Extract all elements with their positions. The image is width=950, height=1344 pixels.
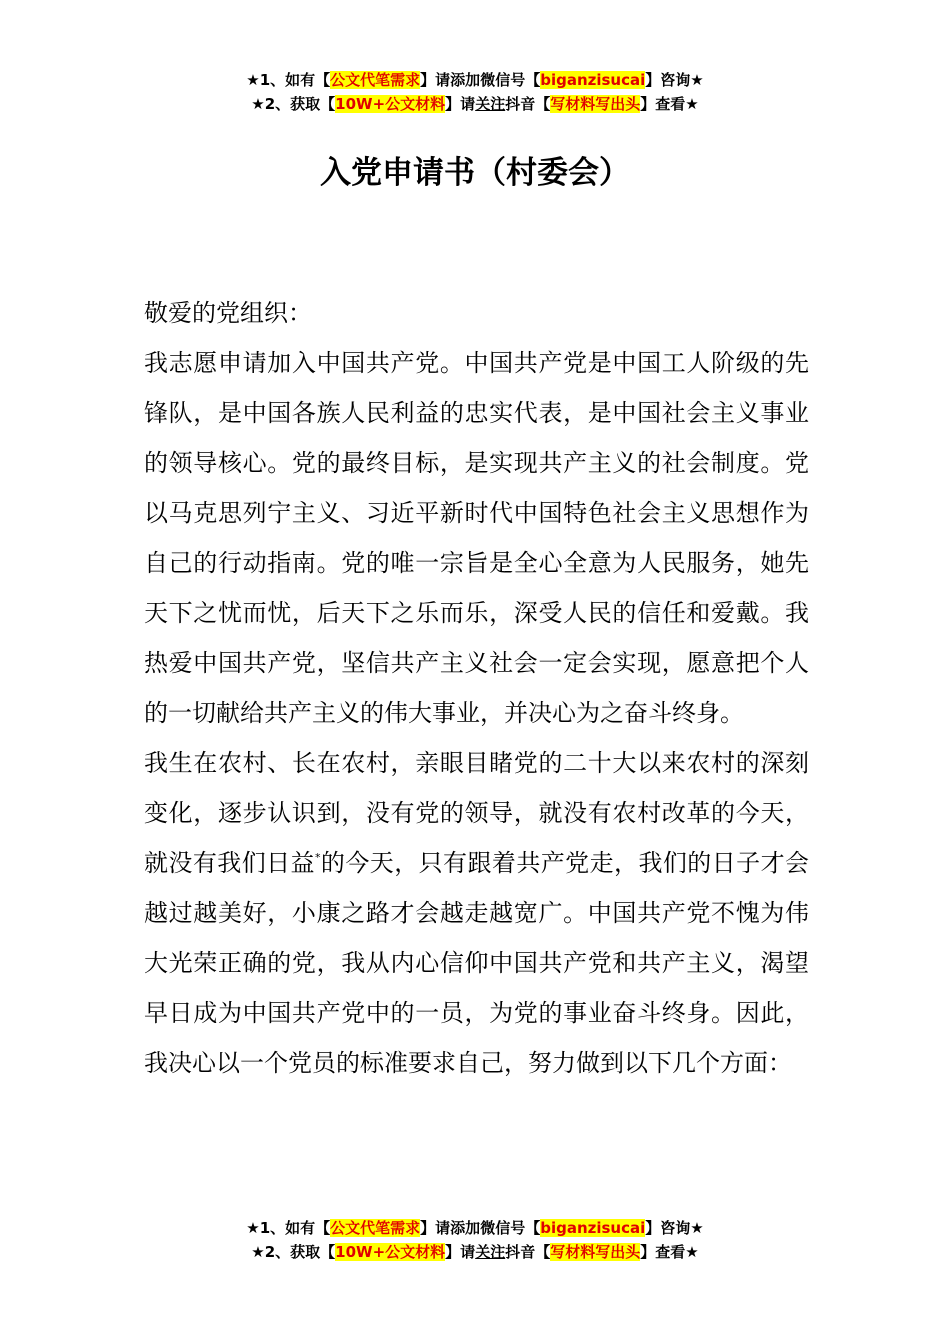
banner-line-2: ★2、获取【10W+公文材料】请关注抖音【写材料写出头】查看★: [251, 1243, 699, 1261]
footer-banner: [0, 1216, 950, 1264]
highlight-douyin-account: 写材料写出头: [550, 1243, 641, 1261]
banner-line-1: ★1、如有【公文代笔需求】请添加微信号【biganzisucai】咨询★: [246, 1219, 704, 1237]
star-icon: ★: [690, 71, 704, 89]
highlight-service: 公文代笔需求: [330, 71, 421, 89]
banner-line-1: ★1、如有【公文代笔需求】请添加微信号【biganzisucai】咨询★: [246, 71, 704, 89]
highlight-wechat-id: biganzisucai: [540, 1219, 646, 1237]
highlight-wechat-id: biganzisucai: [540, 71, 646, 89]
star-icon: ★: [251, 1243, 265, 1261]
document-body: [144, 288, 809, 1088]
highlight-materials: 10W+公文材料: [335, 1243, 446, 1261]
header-banner: [0, 68, 950, 116]
banner-line-2: ★2、获取【10W+公文材料】请关注抖音【写材料写出头】查看★: [251, 95, 699, 113]
salutation: 敬爱的党组织：: [144, 299, 312, 327]
highlight-service: 公文代笔需求: [330, 1219, 421, 1237]
star-icon: ★: [685, 1243, 699, 1261]
paragraph-1: 我志愿申请加入中国共产党。中国共产党是中国工人阶级的先锋队，是中国各族人民利益的忠实代表，是中国社会主义事业的领导核心。党的最终目标，是实现共产主义的社会制度。党以马克思列宁主义、习近平新时代中国特色社会主义思想作为自己的行动指南。党的唯一宗旨是全心全意为人民服务，她先天下之忧而忧，后天下之乐而乐，深受人民的信任和爱戴。我热爱中国共产党，坚信共产主义社会一定会实现，愿意把个人的一切献给共产主义的伟大事业，并决心为之奋斗终身。: [144, 349, 809, 727]
page-title: 入党申请书（村委会）: [320, 155, 630, 191]
highlight-materials: 10W+公文材料: [335, 95, 446, 113]
paragraph-2: 我生在农村、长在农村，亲眼目睹党的二十大以来农村的深刻变化，逐步认识到，没有党的领导，就没有农村改革的今天，就没有我们日益*的今天，只有跟着共产党走，我们的日子才会越过越美好，小康之路才会越走越宽广。中国共产党不愧为伟大光荣正确的党，我从内心信仰中国共产党和共产主义，渴望早日成为中国共产党中的一员，为党的事业奋斗终身。因此，我决心以一个党员的标准要求自己，努力做到以下几个方面：: [144, 749, 810, 1077]
star-icon: ★: [246, 71, 260, 89]
footnote-mark: *: [314, 851, 321, 864]
star-icon: ★: [246, 1219, 260, 1237]
highlight-douyin-account: 写材料写出头: [550, 95, 641, 113]
star-icon: ★: [251, 95, 265, 113]
star-icon: ★: [685, 95, 699, 113]
star-icon: ★: [690, 1219, 704, 1237]
